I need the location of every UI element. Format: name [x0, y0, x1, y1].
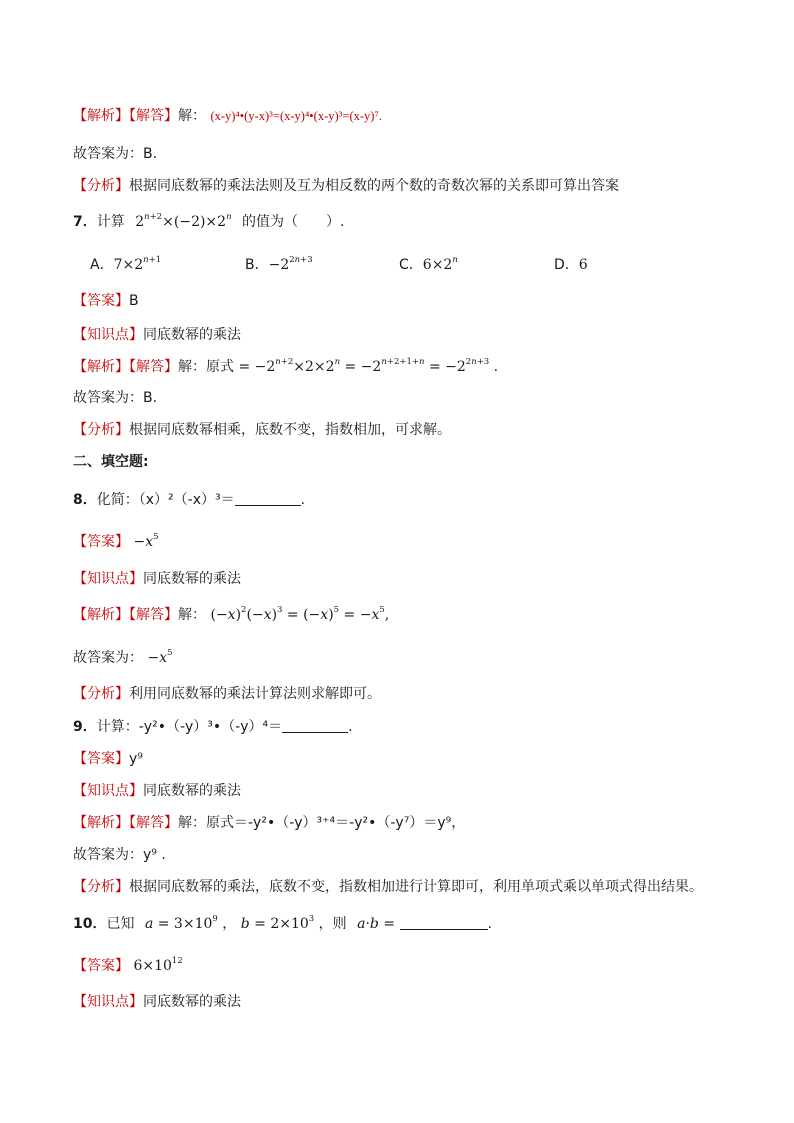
- topic: 同底数幂的乘法: [143, 327, 241, 343]
- item10-product: a·b =: [357, 916, 396, 932]
- section2-heading: 二、填空题:: [73, 454, 149, 470]
- item7-question: [73, 212, 344, 232]
- item7-lead: 计算: [96, 214, 125, 230]
- item10-question: 10．已知 $a = 3\times 10^9$ ， $b = 2\times 10^3$ ，则 a·b = .: [73, 914, 492, 932]
- answer-prefix: 故答案为：: [73, 146, 143, 162]
- item8-blank[interactable]: [235, 491, 301, 506]
- item9-knowledge: 【知识点】同底数幂的乘法: [73, 783, 241, 799]
- item8-answer-value: $-x^5$: [133, 532, 159, 550]
- item9-blank[interactable]: [282, 718, 348, 733]
- item7-option-c: C．$6\times 2^n$: [399, 255, 458, 273]
- knowledge-tag: 【知识点】: [73, 327, 143, 343]
- item7-final-line: 故答案为：B.: [73, 390, 158, 406]
- item9-answer-value: y⁹: [129, 751, 143, 767]
- item9-solution-text: ＝-y²•（-y）³⁺⁴＝-y²•（-y⁷）＝y⁹，: [234, 815, 466, 831]
- item10-answer-value: $6\times 10^{12}$: [133, 956, 183, 974]
- item7-solution-formula: = $-2^{n+2}\times 2\times 2^n = -2^{n+2+1+n} = -2^{2n+3}$: [238, 357, 490, 375]
- item8-knowledge: 【知识点】同底数幂的乘法: [73, 571, 241, 587]
- solution-tag: 【解答】: [129, 108, 178, 124]
- item9-question: 9．计算：-y²•（-y）³•（-y）⁴＝ .: [73, 719, 353, 735]
- item7-formula: $2^{n+2}\times(-2)\times 2^n$: [135, 212, 232, 230]
- item9-answer: 【答案】y⁹: [73, 751, 143, 767]
- item6-solution-line: [73, 106, 382, 126]
- item10-b: $b = 2\times 10^3$: [240, 914, 315, 932]
- item8-question: 8．化简：（x）²（-x）³＝ .: [73, 492, 306, 508]
- item8-final: $-x^5$: [147, 648, 173, 666]
- answer-tag: 【答案】: [73, 293, 129, 309]
- item8-solution: 【解析】【解答】解： $(-x)^2(-x)^3 = (-x)^5 = -x^5$,: [73, 605, 390, 623]
- item10-blank[interactable]: [400, 915, 488, 930]
- item6-reasoning-line: [73, 176, 619, 196]
- item7-reasoning-line: 【分析】根据同底数幂相乘，底数不变，指数相加，可求解。: [73, 422, 451, 438]
- item7-solution: 【解析】【解答】解：原式 = $-2^{n+2}\times 2\times 2^n = -2^{n+2+1+n} = -2^{2n+3}$ .: [73, 357, 499, 375]
- item7-options: [90, 255, 690, 277]
- item9-question-text: 计算：-y²•（-y）³•（-y）⁴＝: [96, 719, 283, 735]
- item7-answer: [73, 291, 139, 311]
- item10-answer: 【答案】 $6\times 10^{12}$: [73, 956, 183, 974]
- item10-a: $a = 3\times 10^9$: [144, 914, 218, 932]
- item8-answer: 【答案】 $-x^5$: [73, 532, 159, 550]
- item9-reasoning-line: 【分析】根据同底数幂的乘法，底数不变，指数相加进行计算即可，利用单项式乘以单项式得出结果。: [73, 879, 703, 895]
- item8-reasoning-line: 【分析】利用同底数幂的乘法计算法则求解即可。: [73, 686, 381, 702]
- item7-number: 7．: [73, 214, 97, 230]
- item7-option-d: D．6: [554, 257, 588, 273]
- item7-answer-value: B: [129, 293, 139, 309]
- item6-answer-line: [73, 144, 157, 164]
- item7-option-a: A．$7\times 2^{n+1}$: [90, 255, 162, 273]
- item7-knowledge: [73, 325, 241, 345]
- item8-final-line: 故答案为： $-x^5$: [73, 648, 173, 666]
- item10-knowledge: 【知识点】同底数幂的乘法: [73, 994, 241, 1010]
- item6-reasoning: 根据同底数幂的乘法法则及互为相反数的两个数的奇数次幂的关系即可算出答案: [129, 178, 619, 194]
- item9-solution: 【解析】【解答】解：原式＝-y²•（-y）³⁺⁴＝-y²•（-y⁷）＝y⁹，: [73, 815, 466, 831]
- item9-final-line: 故答案为：y⁹ .: [73, 847, 166, 863]
- item6-final: B.: [143, 146, 158, 162]
- item8-question-text: 化简：（x）²（-x）³＝: [96, 492, 235, 508]
- analysis-tag: 【解析】: [73, 108, 129, 124]
- item8-solution-formula: $(-x)^2(-x)^3 = (-x)^5 = -x^5$,: [210, 605, 390, 623]
- item7-tail: 的值为（ ）.: [242, 214, 345, 230]
- item6-expression: (x-y)⁴•(y-x)³=(x-y)⁴•(x-y)³=(x-y)⁷.: [210, 109, 382, 123]
- reasoning-tag: 【分析】: [73, 178, 129, 194]
- jie-label: 解：: [178, 108, 206, 124]
- item7-option-b: B．$-2^{2n+3}$: [245, 255, 313, 273]
